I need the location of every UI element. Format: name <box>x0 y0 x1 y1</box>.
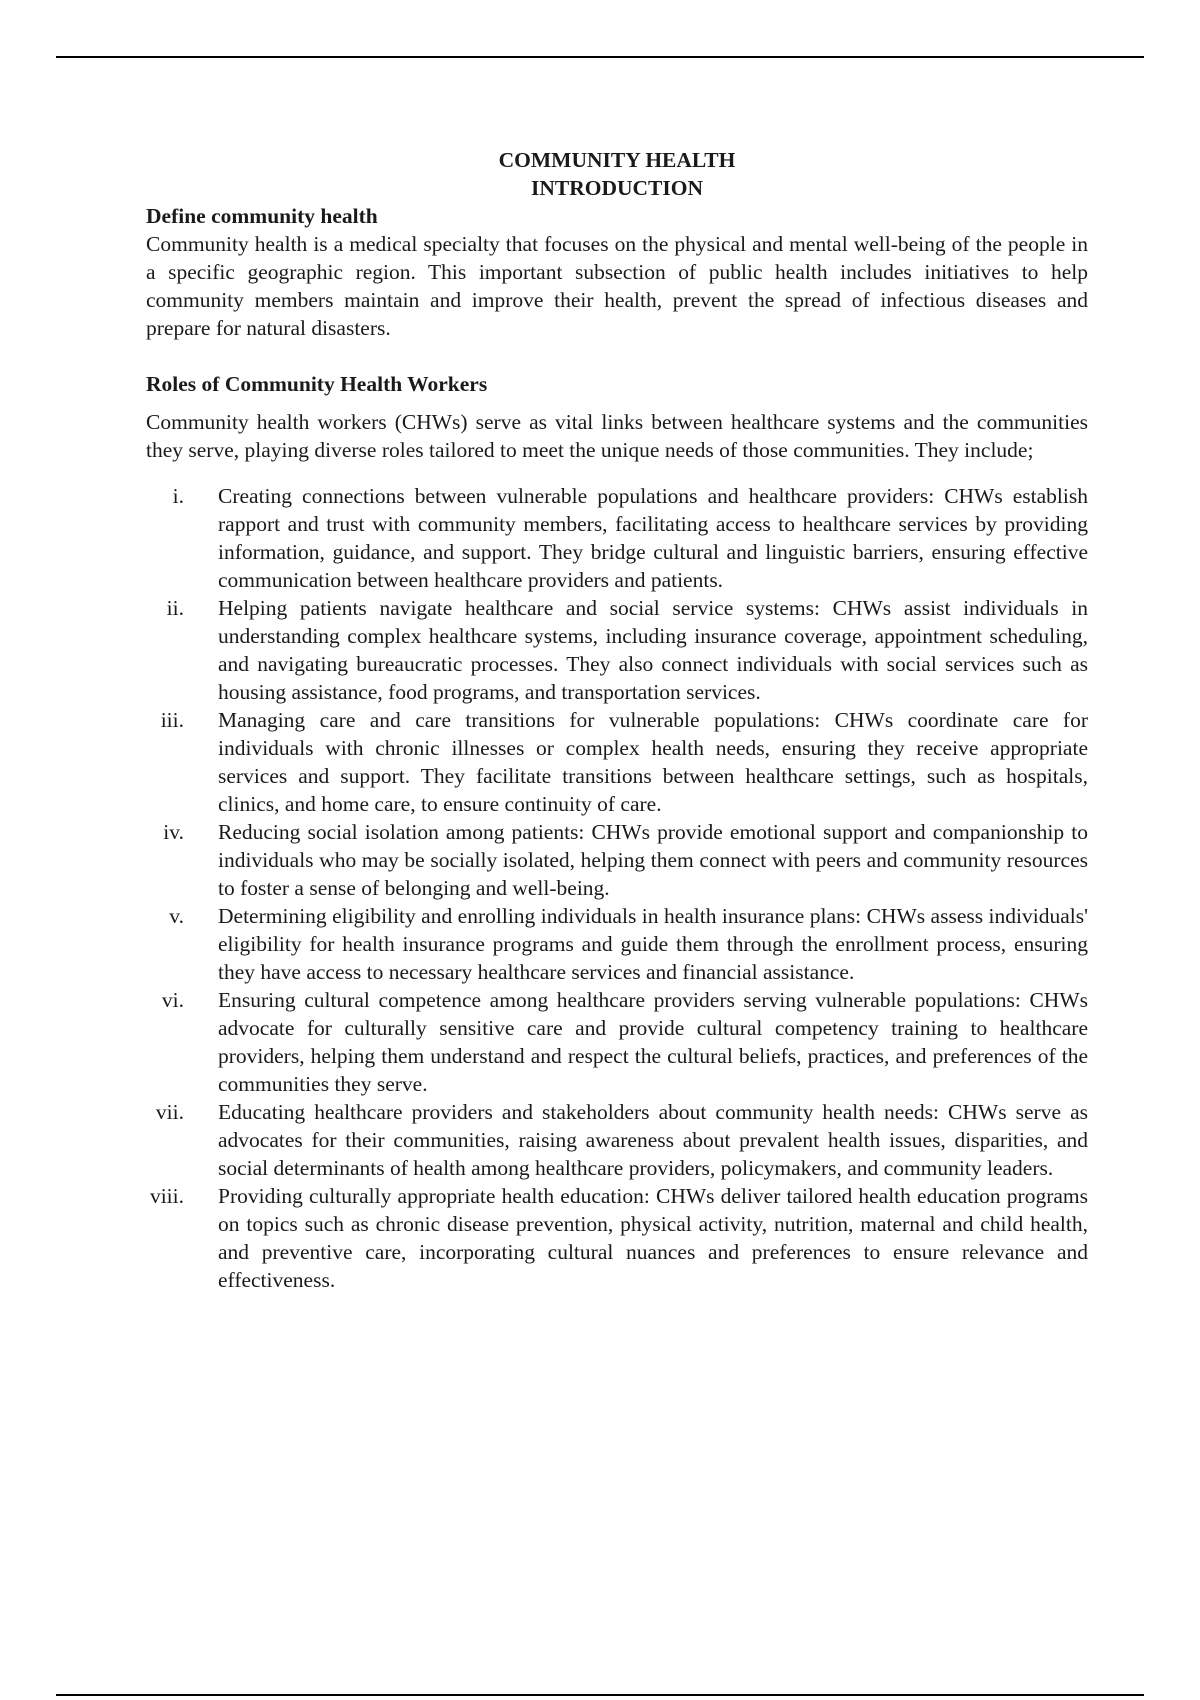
list-item <box>146 594 1088 706</box>
list-item <box>146 986 1088 1098</box>
list-item-text: Managing care and care transitions for vulnerable populations: CHWs coordinate care for individuals with chronic illnesses or complex health needs, ensuring they receive appropriate services and support. They facilitate transitions between healthcare settings, such as hospitals, clinics, and home care, to ensure continuity of care. <box>218 708 1088 816</box>
document-title: COMMUNITY HEALTH <box>498 148 736 172</box>
list-numeral: ii. <box>166 596 184 620</box>
list-numeral: i. <box>172 484 184 508</box>
list-item <box>146 1098 1088 1182</box>
roles-list <box>146 482 1088 1294</box>
list-item <box>146 902 1088 986</box>
document-body <box>146 146 1088 1294</box>
list-item-text: Providing culturally appropriate health education: CHWs deliver tailored health education programs on topics such as chronic disease prevention, physical activity, nutrition, maternal and child health, and preventive care, incorporating cultural nuances and preferences to ensure relevance and effectiveness. <box>218 1184 1088 1292</box>
list-item-text: Helping patients navigate healthcare and social service systems: CHWs assist individuals in understanding complex healthcare systems, including insurance coverage, appointment scheduling, and navigating bureaucratic processes. They also connect individuals with social services such as housing assistance, food programs, and transportation services. <box>218 596 1088 704</box>
list-item-text: Creating connections between vulnerable populations and healthcare providers: CHWs establish rapport and trust with community members, facilitating access to healthcare services by providing information, guidance, and support. They bridge cultural and linguistic barriers, ensuring effective communication between healthcare providers and patients. <box>218 484 1088 592</box>
list-item <box>146 1182 1088 1294</box>
list-numeral: iii. <box>160 708 184 732</box>
define-paragraph: Community health is a medical specialty that focuses on the physical and mental well-being of the people in a specific geographic region. This important subsection of public health includes initiatives to help community members maintain and improve their health, prevent the spread of infectious diseases and prepare for natural disasters. <box>146 232 1088 340</box>
list-numeral: viii. <box>149 1184 184 1208</box>
list-numeral: vi. <box>161 988 184 1012</box>
roles-heading: Roles of Community Health Workers <box>146 372 488 396</box>
list-numeral: iv. <box>163 820 184 844</box>
header-rule <box>56 56 1144 58</box>
roles-intro-paragraph: Community health workers (CHWs) serve as vital links between healthcare systems and the communities they serve, playing diverse roles tailored to meet the unique needs of those communities. They include; <box>146 410 1088 462</box>
footer-rule <box>56 1694 1144 1696</box>
list-item-text: Educating healthcare providers and stakeholders about community health needs: CHWs serve as advocates for their communities, raising awareness about prevalent health issues, disparities, and social determinants of health among healthcare providers, policymakers, and community leaders. <box>218 1100 1088 1180</box>
list-item-text: Reducing social isolation among patients: CHWs provide emotional support and companionship to individuals who may be socially isolated, helping them connect with peers and community resources to foster a sense of belonging and well-being. <box>218 820 1088 900</box>
list-numeral: v. <box>169 904 184 928</box>
define-heading: Define community health <box>146 204 378 228</box>
list-item-text: Determining eligibility and enrolling individuals in health insurance plans: CHWs assess individuals' eligibility for health insurance programs and guide them through the enrollment process, ensuring they have access to necessary healthcare services and financial assistance. <box>218 904 1088 984</box>
list-item <box>146 818 1088 902</box>
list-item-text: Ensuring cultural competence among healthcare providers serving vulnerable populations: CHWs advocate for culturally sensitive care and provide cultural competency training to healthcare providers, helping them understand and respect the cultural beliefs, practices, and preferences of the communities they serve. <box>218 988 1088 1096</box>
list-item <box>146 706 1088 818</box>
document-subtitle: INTRODUCTION <box>530 176 704 200</box>
list-numeral: vii. <box>155 1100 184 1124</box>
list-item <box>146 482 1088 594</box>
